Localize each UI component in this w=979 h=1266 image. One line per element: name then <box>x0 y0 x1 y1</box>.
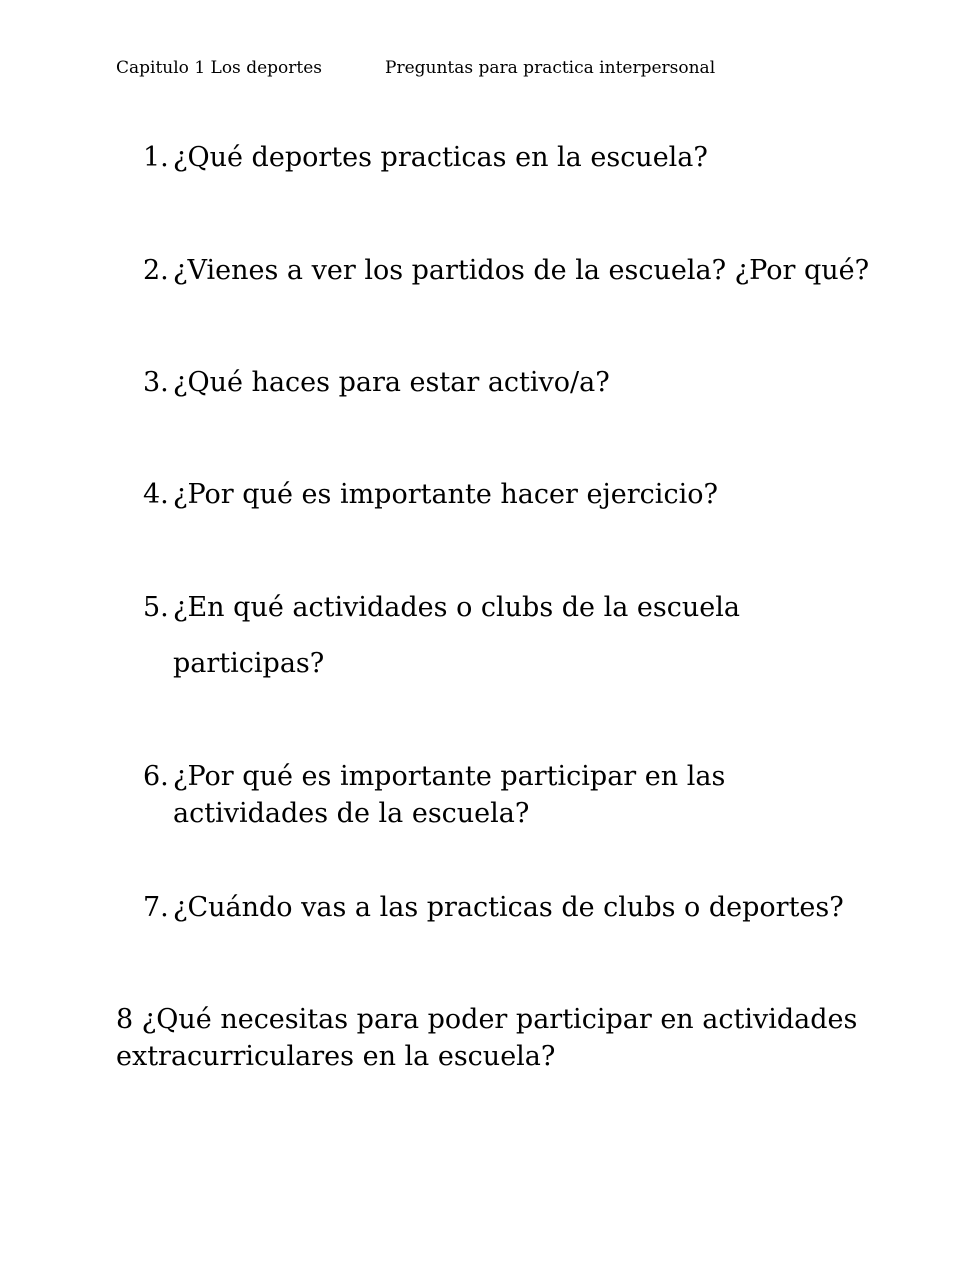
question-5-continuation: participas? <box>173 648 325 679</box>
worksheet-subtitle: Preguntas para practica interpersonal <box>385 58 716 78</box>
question-number: 1. <box>143 142 169 173</box>
question-8 <box>116 1001 876 1075</box>
question-number: 4. <box>143 479 169 510</box>
question-number: 7. <box>143 892 169 923</box>
question-number: 2. <box>143 255 169 286</box>
question-number: 5. <box>143 592 169 623</box>
question-text: ¿Vienes a ver los partidos de la escuela? ¿Por qué? <box>173 255 870 286</box>
question-text: ¿Por qué es importante hacer ejercicio? <box>173 479 718 510</box>
question-8-line-1: 8 ¿Qué necesitas para poder participar en actividades <box>116 1004 858 1035</box>
question-text: ¿Qué deportes practicas en la escuela? <box>173 142 708 173</box>
question-8-line-2: extracurriculares en la escuela? <box>116 1041 556 1072</box>
chapter-title: Capitulo 1 Los deportes <box>116 58 322 78</box>
question-number: 6. <box>143 761 169 792</box>
question-6-continuation: actividades de la escuela? <box>173 798 530 829</box>
question-text: ¿En qué actividades o clubs de la escuela <box>173 592 740 623</box>
question-text: ¿Por qué es importante participar en las <box>173 761 726 792</box>
question-number: 3. <box>143 367 169 398</box>
question-text: ¿Cuándo vas a las practicas de clubs o deportes? <box>173 892 844 923</box>
question-text: ¿Qué haces para estar activo/a? <box>173 367 610 398</box>
